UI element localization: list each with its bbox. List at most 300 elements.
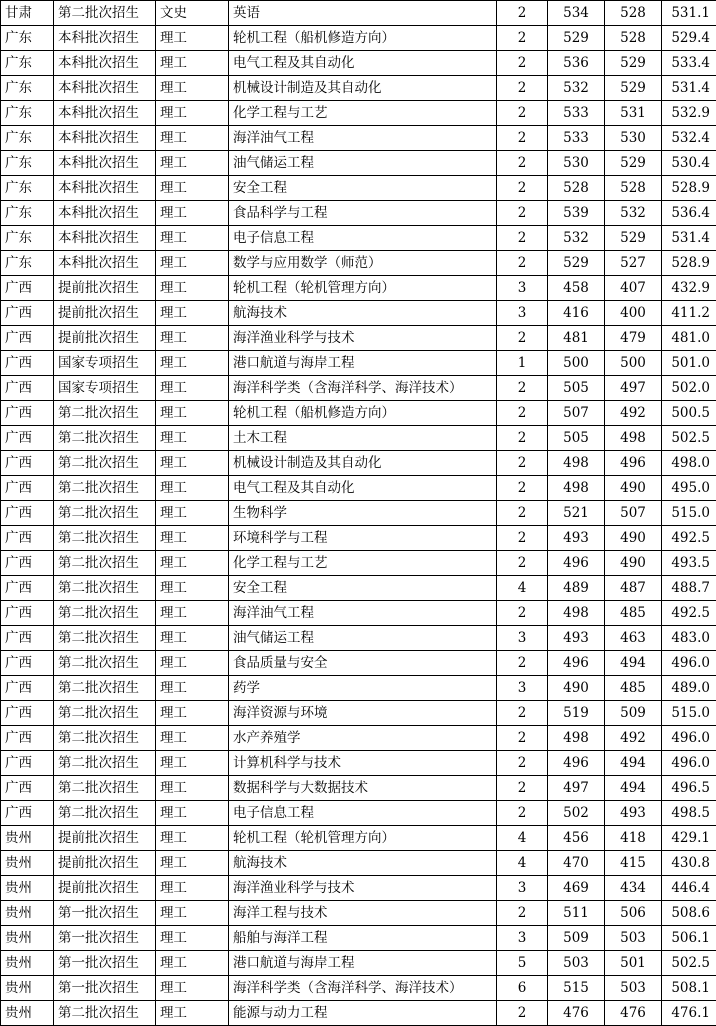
category-cell: 理工	[156, 451, 229, 476]
province-cell: 广西	[1, 301, 54, 326]
province-cell: 贵州	[1, 876, 54, 901]
table-row	[1, 701, 716, 726]
quota-cell: 2	[497, 76, 548, 101]
province-cell: 广西	[1, 576, 54, 601]
major-cell: 轮机工程（轮机管理方向）	[229, 826, 497, 851]
quota-cell: 2	[497, 201, 548, 226]
quota-cell: 6	[497, 976, 548, 1001]
table-row	[1, 851, 716, 876]
table-row	[1, 476, 716, 501]
table-row	[1, 826, 716, 851]
table-row	[1, 1001, 716, 1026]
province-cell: 广东	[1, 26, 54, 51]
quota-cell: 2	[497, 726, 548, 751]
category-cell: 理工	[156, 76, 229, 101]
min-score-cell: 400	[605, 301, 662, 326]
quota-cell: 2	[497, 151, 548, 176]
table-row	[1, 226, 716, 251]
min-score-cell: 500	[605, 351, 662, 376]
quota-cell: 2	[497, 401, 548, 426]
avg-score-cell: 498.0	[662, 451, 716, 476]
max-score-cell: 532	[548, 226, 605, 251]
table-row	[1, 326, 716, 351]
max-score-cell: 534	[548, 1, 605, 26]
avg-score-cell: 498.5	[662, 801, 716, 826]
major-cell: 数据科学与大数据技术	[229, 776, 497, 801]
major-cell: 海洋工程与技术	[229, 901, 497, 926]
major-cell: 食品科学与工程	[229, 201, 497, 226]
table-row	[1, 601, 716, 626]
avg-score-cell: 502.5	[662, 426, 716, 451]
province-cell: 广西	[1, 376, 54, 401]
min-score-cell: 487	[605, 576, 662, 601]
batch-cell: 第二批次招生	[54, 551, 156, 576]
avg-score-cell: 515.0	[662, 501, 716, 526]
avg-score-cell: 496.5	[662, 776, 716, 801]
quota-cell: 3	[497, 301, 548, 326]
batch-cell: 本科批次招生	[54, 226, 156, 251]
max-score-cell: 493	[548, 626, 605, 651]
quota-cell: 2	[497, 701, 548, 726]
avg-score-cell: 531.1	[662, 1, 716, 26]
table-row	[1, 501, 716, 526]
table-row	[1, 751, 716, 776]
table-row	[1, 276, 716, 301]
max-score-cell: 496	[548, 751, 605, 776]
quota-cell: 2	[497, 601, 548, 626]
category-cell: 文史	[156, 1, 229, 26]
max-score-cell: 505	[548, 376, 605, 401]
batch-cell: 提前批次招生	[54, 876, 156, 901]
category-cell: 理工	[156, 426, 229, 451]
province-cell: 广西	[1, 601, 54, 626]
batch-cell: 第一批次招生	[54, 901, 156, 926]
max-score-cell: 470	[548, 851, 605, 876]
table-row	[1, 801, 716, 826]
min-score-cell: 532	[605, 201, 662, 226]
table-row	[1, 1, 716, 26]
max-score-cell: 469	[548, 876, 605, 901]
major-cell: 安全工程	[229, 576, 497, 601]
batch-cell: 第二批次招生	[54, 626, 156, 651]
min-score-cell: 490	[605, 551, 662, 576]
province-cell: 广东	[1, 101, 54, 126]
avg-score-cell: 528.9	[662, 251, 716, 276]
avg-score-cell: 492.5	[662, 526, 716, 551]
major-cell: 电气工程及其自动化	[229, 51, 497, 76]
avg-score-cell: 531.4	[662, 226, 716, 251]
min-score-cell: 531	[605, 101, 662, 126]
batch-cell: 本科批次招生	[54, 126, 156, 151]
max-score-cell: 498	[548, 451, 605, 476]
batch-cell: 第二批次招生	[54, 676, 156, 701]
major-cell: 化学工程与工艺	[229, 551, 497, 576]
category-cell: 理工	[156, 476, 229, 501]
province-cell: 广西	[1, 626, 54, 651]
major-cell: 轮机工程（船机修造方向）	[229, 401, 497, 426]
category-cell: 理工	[156, 601, 229, 626]
avg-score-cell: 429.1	[662, 826, 716, 851]
major-cell: 船舶与海洋工程	[229, 926, 497, 951]
max-score-cell: 532	[548, 76, 605, 101]
max-score-cell: 539	[548, 201, 605, 226]
province-cell: 广东	[1, 76, 54, 101]
quota-cell: 2	[497, 51, 548, 76]
province-cell: 广西	[1, 551, 54, 576]
major-cell: 电子信息工程	[229, 226, 497, 251]
avg-score-cell: 502.5	[662, 951, 716, 976]
table-row	[1, 176, 716, 201]
quota-cell: 2	[497, 26, 548, 51]
province-cell: 广西	[1, 676, 54, 701]
major-cell: 机械设计制造及其自动化	[229, 451, 497, 476]
batch-cell: 提前批次招生	[54, 851, 156, 876]
max-score-cell: 498	[548, 476, 605, 501]
province-cell: 广西	[1, 326, 54, 351]
batch-cell: 提前批次招生	[54, 301, 156, 326]
province-cell: 广西	[1, 451, 54, 476]
min-score-cell: 479	[605, 326, 662, 351]
min-score-cell: 493	[605, 801, 662, 826]
major-cell: 电子信息工程	[229, 801, 497, 826]
province-cell: 广西	[1, 801, 54, 826]
province-cell: 广西	[1, 401, 54, 426]
category-cell: 理工	[156, 201, 229, 226]
batch-cell: 第二批次招生	[54, 526, 156, 551]
table-row	[1, 101, 716, 126]
min-score-cell: 497	[605, 376, 662, 401]
quota-cell: 4	[497, 826, 548, 851]
province-cell: 广西	[1, 701, 54, 726]
max-score-cell: 493	[548, 526, 605, 551]
table-row	[1, 976, 716, 1001]
avg-score-cell: 495.0	[662, 476, 716, 501]
category-cell: 理工	[156, 926, 229, 951]
min-score-cell: 528	[605, 26, 662, 51]
min-score-cell: 529	[605, 76, 662, 101]
quota-cell: 5	[497, 951, 548, 976]
table-row	[1, 301, 716, 326]
province-cell: 广西	[1, 501, 54, 526]
major-cell: 数学与应用数学（师范）	[229, 251, 497, 276]
category-cell: 理工	[156, 126, 229, 151]
quota-cell: 3	[497, 676, 548, 701]
table-row	[1, 726, 716, 751]
batch-cell: 第二批次招生	[54, 1, 156, 26]
category-cell: 理工	[156, 676, 229, 701]
category-cell: 理工	[156, 101, 229, 126]
category-cell: 理工	[156, 326, 229, 351]
province-cell: 广西	[1, 726, 54, 751]
quota-cell: 2	[497, 376, 548, 401]
min-score-cell: 507	[605, 501, 662, 526]
major-cell: 油气储运工程	[229, 151, 497, 176]
avg-score-cell: 530.4	[662, 151, 716, 176]
category-cell: 理工	[156, 351, 229, 376]
avg-score-cell: 502.0	[662, 376, 716, 401]
table-body	[1, 1, 716, 1026]
avg-score-cell: 481.0	[662, 326, 716, 351]
batch-cell: 本科批次招生	[54, 101, 156, 126]
major-cell: 航海技术	[229, 851, 497, 876]
quota-cell: 2	[497, 126, 548, 151]
category-cell: 理工	[156, 951, 229, 976]
major-cell: 生物科学	[229, 501, 497, 526]
province-cell: 广东	[1, 151, 54, 176]
province-cell: 广西	[1, 526, 54, 551]
major-cell: 英语	[229, 1, 497, 26]
batch-cell: 本科批次招生	[54, 151, 156, 176]
batch-cell: 国家专项招生	[54, 376, 156, 401]
min-score-cell: 498	[605, 426, 662, 451]
table-row	[1, 901, 716, 926]
province-cell: 广东	[1, 201, 54, 226]
max-score-cell: 536	[548, 51, 605, 76]
major-cell: 环境科学与工程	[229, 526, 497, 551]
batch-cell: 第二批次招生	[54, 751, 156, 776]
major-cell: 计算机科学与技术	[229, 751, 497, 776]
max-score-cell: 533	[548, 126, 605, 151]
table-row	[1, 626, 716, 651]
min-score-cell: 494	[605, 651, 662, 676]
max-score-cell: 498	[548, 601, 605, 626]
province-cell: 甘肃	[1, 1, 54, 26]
province-cell: 广西	[1, 276, 54, 301]
min-score-cell: 476	[605, 1001, 662, 1026]
max-score-cell: 489	[548, 576, 605, 601]
province-cell: 广西	[1, 476, 54, 501]
major-cell: 轮机工程（船机修造方向）	[229, 26, 497, 51]
batch-cell: 本科批次招生	[54, 251, 156, 276]
quota-cell: 2	[497, 801, 548, 826]
quota-cell: 2	[497, 451, 548, 476]
batch-cell: 第一批次招生	[54, 926, 156, 951]
category-cell: 理工	[156, 551, 229, 576]
major-cell: 海洋渔业科学与技术	[229, 326, 497, 351]
table-row	[1, 526, 716, 551]
batch-cell: 第一批次招生	[54, 976, 156, 1001]
batch-cell: 第二批次招生	[54, 1001, 156, 1026]
category-cell: 理工	[156, 651, 229, 676]
quota-cell: 4	[497, 851, 548, 876]
quota-cell: 2	[497, 176, 548, 201]
avg-score-cell: 500.5	[662, 401, 716, 426]
max-score-cell: 528	[548, 176, 605, 201]
batch-cell: 第二批次招生	[54, 726, 156, 751]
batch-cell: 第二批次招生	[54, 426, 156, 451]
avg-score-cell: 529.4	[662, 26, 716, 51]
avg-score-cell: 446.4	[662, 876, 716, 901]
major-cell: 轮机工程（轮机管理方向）	[229, 276, 497, 301]
batch-cell: 本科批次招生	[54, 26, 156, 51]
min-score-cell: 415	[605, 851, 662, 876]
min-score-cell: 501	[605, 951, 662, 976]
max-score-cell: 511	[548, 901, 605, 926]
province-cell: 贵州	[1, 951, 54, 976]
province-cell: 贵州	[1, 1001, 54, 1026]
major-cell: 能源与动力工程	[229, 1001, 497, 1026]
avg-score-cell: 501.0	[662, 351, 716, 376]
batch-cell: 第二批次招生	[54, 601, 156, 626]
table-row	[1, 876, 716, 901]
avg-score-cell: 489.0	[662, 676, 716, 701]
major-cell: 油气储运工程	[229, 626, 497, 651]
category-cell: 理工	[156, 626, 229, 651]
min-score-cell: 529	[605, 151, 662, 176]
min-score-cell: 490	[605, 476, 662, 501]
min-score-cell: 503	[605, 976, 662, 1001]
max-score-cell: 529	[548, 251, 605, 276]
quota-cell: 3	[497, 626, 548, 651]
quota-cell: 2	[497, 426, 548, 451]
min-score-cell: 485	[605, 676, 662, 701]
max-score-cell: 529	[548, 26, 605, 51]
max-score-cell: 458	[548, 276, 605, 301]
avg-score-cell: 476.1	[662, 1001, 716, 1026]
batch-cell: 本科批次招生	[54, 51, 156, 76]
avg-score-cell: 532.4	[662, 126, 716, 151]
avg-score-cell: 528.9	[662, 176, 716, 201]
batch-cell: 第二批次招生	[54, 701, 156, 726]
batch-cell: 第二批次招生	[54, 476, 156, 501]
province-cell: 贵州	[1, 901, 54, 926]
province-cell: 广西	[1, 776, 54, 801]
table-row	[1, 401, 716, 426]
category-cell: 理工	[156, 401, 229, 426]
max-score-cell: 515	[548, 976, 605, 1001]
max-score-cell: 476	[548, 1001, 605, 1026]
category-cell: 理工	[156, 701, 229, 726]
avg-score-cell: 492.5	[662, 601, 716, 626]
max-score-cell: 456	[548, 826, 605, 851]
max-score-cell: 530	[548, 151, 605, 176]
table-row	[1, 201, 716, 226]
max-score-cell: 533	[548, 101, 605, 126]
batch-cell: 第二批次招生	[54, 576, 156, 601]
table-row	[1, 51, 716, 76]
category-cell: 理工	[156, 251, 229, 276]
category-cell: 理工	[156, 576, 229, 601]
category-cell: 理工	[156, 376, 229, 401]
max-score-cell: 519	[548, 701, 605, 726]
quota-cell: 2	[497, 1001, 548, 1026]
avg-score-cell: 533.4	[662, 51, 716, 76]
category-cell: 理工	[156, 726, 229, 751]
max-score-cell: 505	[548, 426, 605, 451]
min-score-cell: 492	[605, 726, 662, 751]
major-cell: 海洋资源与环境	[229, 701, 497, 726]
max-score-cell: 500	[548, 351, 605, 376]
min-score-cell: 528	[605, 1, 662, 26]
quota-cell: 2	[497, 501, 548, 526]
province-cell: 贵州	[1, 976, 54, 1001]
major-cell: 土木工程	[229, 426, 497, 451]
min-score-cell: 530	[605, 126, 662, 151]
category-cell: 理工	[156, 26, 229, 51]
batch-cell: 第二批次招生	[54, 776, 156, 801]
quota-cell: 2	[497, 226, 548, 251]
min-score-cell: 529	[605, 226, 662, 251]
max-score-cell: 490	[548, 676, 605, 701]
table-row	[1, 676, 716, 701]
quota-cell: 2	[497, 326, 548, 351]
table-row	[1, 126, 716, 151]
max-score-cell: 502	[548, 801, 605, 826]
category-cell: 理工	[156, 826, 229, 851]
table-row	[1, 951, 716, 976]
max-score-cell: 496	[548, 651, 605, 676]
category-cell: 理工	[156, 301, 229, 326]
table-row	[1, 26, 716, 51]
quota-cell: 2	[497, 651, 548, 676]
avg-score-cell: 430.8	[662, 851, 716, 876]
province-cell: 广东	[1, 126, 54, 151]
table-row	[1, 776, 716, 801]
avg-score-cell: 411.2	[662, 301, 716, 326]
min-score-cell: 485	[605, 601, 662, 626]
min-score-cell: 418	[605, 826, 662, 851]
category-cell: 理工	[156, 276, 229, 301]
table-row	[1, 651, 716, 676]
min-score-cell: 494	[605, 776, 662, 801]
category-cell: 理工	[156, 501, 229, 526]
category-cell: 理工	[156, 776, 229, 801]
category-cell: 理工	[156, 876, 229, 901]
table-row	[1, 551, 716, 576]
major-cell: 海洋科学类（含海洋科学、海洋技术）	[229, 376, 497, 401]
quota-cell: 2	[497, 101, 548, 126]
province-cell: 广东	[1, 176, 54, 201]
category-cell: 理工	[156, 176, 229, 201]
min-score-cell: 496	[605, 451, 662, 476]
batch-cell: 本科批次招生	[54, 201, 156, 226]
table-row	[1, 926, 716, 951]
avg-score-cell: 508.1	[662, 976, 716, 1001]
min-score-cell: 527	[605, 251, 662, 276]
min-score-cell: 434	[605, 876, 662, 901]
batch-cell: 提前批次招生	[54, 326, 156, 351]
category-cell: 理工	[156, 751, 229, 776]
batch-cell: 第二批次招生	[54, 401, 156, 426]
min-score-cell: 509	[605, 701, 662, 726]
province-cell: 贵州	[1, 826, 54, 851]
quota-cell: 2	[497, 476, 548, 501]
major-cell: 海洋科学类（含海洋科学、海洋技术）	[229, 976, 497, 1001]
quota-cell: 2	[497, 901, 548, 926]
major-cell: 电气工程及其自动化	[229, 476, 497, 501]
batch-cell: 本科批次招生	[54, 176, 156, 201]
province-cell: 广东	[1, 51, 54, 76]
category-cell: 理工	[156, 851, 229, 876]
avg-score-cell: 532.9	[662, 101, 716, 126]
table-row	[1, 76, 716, 101]
table-row	[1, 576, 716, 601]
quota-cell: 2	[497, 551, 548, 576]
batch-cell: 第二批次招生	[54, 501, 156, 526]
batch-cell: 提前批次招生	[54, 276, 156, 301]
quota-cell: 2	[497, 776, 548, 801]
avg-score-cell: 496.0	[662, 751, 716, 776]
table-row	[1, 426, 716, 451]
quota-cell: 2	[497, 751, 548, 776]
major-cell: 航海技术	[229, 301, 497, 326]
major-cell: 海洋渔业科学与技术	[229, 876, 497, 901]
table-row	[1, 151, 716, 176]
table-row	[1, 451, 716, 476]
quota-cell: 2	[497, 1, 548, 26]
category-cell: 理工	[156, 151, 229, 176]
province-cell: 广西	[1, 651, 54, 676]
